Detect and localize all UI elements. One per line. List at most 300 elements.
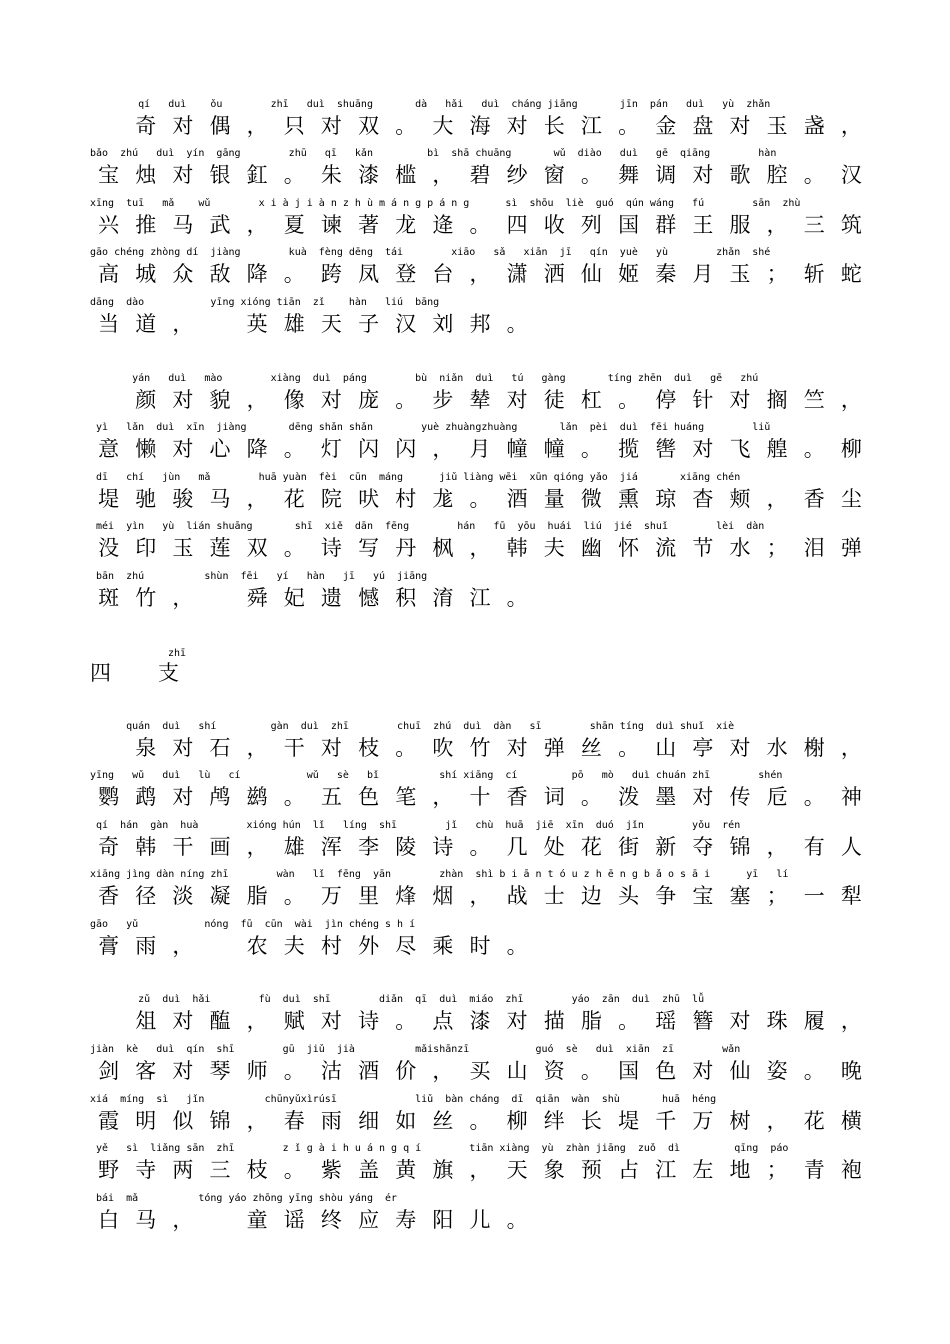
verse-line [90, 98, 870, 148]
pinyin-row: jiàn kè duì qín shī gū jiǔ jià mǎishānzī guó sè duì xiān zī wǎn [90, 1044, 741, 1055]
verse-line [90, 296, 870, 346]
hanzi-char: 妃 [283, 586, 305, 610]
hanzi-char: 腔 [766, 163, 788, 187]
hanzi-char: 水 [729, 536, 751, 560]
hanzi-char: 玉 [766, 114, 788, 138]
hanzi-char: 台 [432, 262, 454, 286]
verse-line [90, 421, 870, 471]
hanzi-char [90, 384, 127, 416]
hanzi-char: 鹦 [98, 785, 120, 809]
hanzi-char: 对 [729, 114, 751, 138]
hanzi-char [201, 930, 238, 962]
hanzi-char: 庞 [358, 388, 380, 412]
hanzi-char: 逄 [432, 213, 454, 237]
hanzi-char: 天 [320, 312, 342, 336]
hanzi-row [90, 532, 870, 564]
hanzi-char: 汉 [395, 312, 417, 336]
hanzi-char: 韩 [506, 536, 528, 560]
hanzi-char: 预 [580, 1158, 602, 1182]
hanzi-char: 瑶 [655, 1009, 677, 1033]
hanzi-char: 堤 [618, 1109, 640, 1133]
hanzi-char: 绊 [543, 1109, 565, 1133]
hanzi-char: 琴 [209, 1059, 231, 1083]
hanzi-char: 树 [729, 1109, 751, 1133]
heading-pinyin: zhī [168, 648, 187, 659]
hanzi-char: 诗 [358, 1009, 380, 1033]
hanzi-char: 径 [135, 884, 157, 908]
hanzi-char: 双 [246, 536, 268, 560]
hanzi-char: ， [840, 388, 862, 412]
hanzi-char: 花 [283, 487, 305, 511]
hanzi-char: 对 [172, 163, 194, 187]
hanzi-char: 对 [172, 388, 194, 412]
hanzi-char: 似 [172, 1109, 194, 1133]
hanzi-char: 万 [320, 884, 342, 908]
hanzi-char: 墨 [655, 785, 677, 809]
hanzi-char: 斩 [803, 262, 825, 286]
hanzi-char: 微 [580, 487, 602, 511]
pinyin-row: quán duì shí gàn duì zhī chuī zhú duì dàn sī shān tíng duì shuǐ xiè [90, 721, 735, 732]
hanzi-char: 石 [209, 736, 231, 760]
hanzi-char: 揽 [618, 437, 640, 461]
hanzi-char: ， [840, 114, 862, 138]
verse-line [90, 868, 870, 918]
hanzi-char: 幢 [543, 437, 565, 461]
hanzi-char: 长 [580, 1109, 602, 1133]
hanzi-char: 夫 [543, 536, 565, 560]
hanzi-char: 辇 [469, 388, 491, 412]
hanzi-char: 夏 [283, 213, 305, 237]
hanzi-char: 。 [469, 835, 491, 859]
hanzi-char: 尨 [432, 487, 454, 511]
hanzi-char: 童 [246, 1208, 268, 1232]
hanzi-char: ， [432, 163, 454, 187]
pinyin-row: yīng wǔ duì lù cí wǔ sè bǐ shí xiāng cí pō mò duì chuán zhī shén [90, 770, 783, 781]
hanzi-char: 仙 [580, 262, 602, 286]
hanzi-char: 春 [283, 1109, 305, 1133]
hanzi-char: 意 [98, 437, 120, 461]
hanzi-char: 纱 [506, 163, 528, 187]
hanzi-char [201, 1204, 238, 1236]
hanzi-char: 。 [618, 114, 640, 138]
hanzi-char [201, 582, 238, 614]
hanzi-char: 白 [98, 1208, 120, 1232]
hanzi-char: 玉 [729, 262, 751, 286]
hanzi-char: 凝 [209, 884, 231, 908]
hanzi-char: 锦 [729, 835, 751, 859]
hanzi-char: 。 [580, 785, 602, 809]
hanzi-char: 。 [469, 213, 491, 237]
pinyin-row: bǎo zhú duì yín gāng zhū qī kǎn bì shā chuāng wǔ diào duì gē qiāng hàn [90, 148, 777, 159]
hanzi-char: 履 [803, 1009, 825, 1033]
hanzi-char: 酒 [358, 1059, 380, 1083]
hanzi-char: 仙 [729, 1059, 751, 1083]
hanzi-char: 武 [209, 213, 231, 237]
hanzi-char: 杳 [692, 487, 714, 511]
hanzi-char: 柳 [506, 1109, 528, 1133]
hanzi-char: 对 [320, 114, 342, 138]
hanzi-char: ； [766, 536, 788, 560]
hanzi-char: ， [840, 1009, 862, 1033]
hanzi-char: 刘 [432, 312, 454, 336]
pinyin-row: dāng dào yīng xióng tiān zǐ hàn liú bāng [90, 297, 440, 308]
hanzi-char: 英 [246, 312, 268, 336]
pinyin-row: gāo chéng zhòng dí jiàng kuà fèng dēng tái xiāo sǎ xiān jī qín yuè yù zhǎn shé [90, 247, 771, 258]
hanzi-char: 黄 [395, 1158, 417, 1182]
hanzi-char: 对 [692, 1059, 714, 1083]
hanzi-char: 。 [283, 1158, 305, 1182]
hanzi-char: 诗 [432, 835, 454, 859]
hanzi-char: 群 [655, 213, 677, 237]
hanzi-char: 兴 [98, 213, 120, 237]
pinyin-row: bān zhú shùn fēi yí hàn jī yú jiāng [90, 571, 428, 582]
pinyin-row: xiāng jìng dàn níng zhī wàn lǐ fēng yān zhàn shì b i ā n t ó u z h ē n g b ǎ o s ā i yī lí [90, 869, 789, 880]
hanzi-char: 国 [618, 1059, 640, 1083]
hanzi-row [90, 483, 870, 515]
hanzi-char: 鸬 [209, 785, 231, 809]
hanzi-row [90, 433, 870, 465]
hanzi-char: 尽 [395, 934, 417, 958]
hanzi-row [90, 880, 870, 912]
hanzi-char: 里 [358, 884, 380, 908]
hanzi-char: 香 [803, 487, 825, 511]
hanzi-char: 头 [618, 884, 640, 908]
hanzi-char: 对 [320, 736, 342, 760]
hanzi-char: 。 [283, 1059, 305, 1083]
hanzi-char: 道 [135, 312, 157, 336]
hanzi-char: 。 [580, 1059, 602, 1083]
hanzi-row [90, 308, 870, 340]
hanzi-char: 竹 [469, 736, 491, 760]
hanzi-char: 色 [655, 1059, 677, 1083]
hanzi-char: ， [766, 213, 788, 237]
verse-line [90, 1093, 870, 1143]
hanzi-row [90, 209, 870, 241]
hanzi-char: 色 [358, 785, 380, 809]
hanzi-char: 占 [618, 1158, 640, 1182]
hanzi-char: 袍 [840, 1158, 862, 1182]
hanzi-row [90, 1005, 870, 1037]
verse-line [90, 819, 870, 869]
hanzi-char: 卮 [766, 785, 788, 809]
verse-line [90, 720, 870, 770]
pinyin-row: dī chí jùn mǎ huā yuàn fèi cūn máng jiǔ liàng wēi xūn qióng yǎo jiá xiāng chén [90, 472, 741, 483]
hanzi-char: 熏 [618, 487, 640, 511]
hanzi-char: 象 [543, 1158, 565, 1182]
hanzi-char: 窗 [543, 163, 565, 187]
hanzi-char: 细 [358, 1109, 380, 1133]
hanzi-char: 降 [246, 262, 268, 286]
hanzi-char: 亭 [692, 736, 714, 760]
pinyin-row: méi yìn yù lián shuāng shī xiě dān fēng hán fū yōu huái liú jié shuǐ lèi dàn [90, 521, 765, 532]
hanzi-char: 吹 [432, 736, 454, 760]
hanzi-row [90, 159, 870, 191]
hanzi-char: 笔 [395, 785, 417, 809]
hanzi-char [90, 110, 127, 142]
hanzi-char: 明 [135, 1109, 157, 1133]
hanzi-char: 。 [395, 388, 417, 412]
hanzi-char: 停 [655, 388, 677, 412]
verse-line [90, 1192, 870, 1242]
hanzi-char: 徒 [543, 388, 565, 412]
hanzi-char: 酒 [506, 487, 528, 511]
hanzi-char: 搁 [766, 388, 788, 412]
hanzi-char: ， [172, 934, 194, 958]
hanzi-char: 釭 [246, 163, 268, 187]
hanzi-char: 国 [618, 213, 640, 237]
hanzi-char: 龙 [395, 213, 417, 237]
hanzi-char: 海 [469, 114, 491, 138]
hanzi-char: 十 [469, 785, 491, 809]
hanzi-char: 闪 [358, 437, 380, 461]
hanzi-char: 。 [469, 1109, 491, 1133]
hanzi-char: 朱 [320, 163, 342, 187]
hanzi-char: 对 [692, 437, 714, 461]
hanzi-char: 大 [432, 114, 454, 138]
hanzi-char: 丹 [395, 536, 417, 560]
verse-line [90, 1043, 870, 1093]
hanzi-char: 对 [692, 785, 714, 809]
hanzi-char: 俎 [135, 1009, 157, 1033]
hanzi-char: 李 [358, 835, 380, 859]
hanzi-char: ， [766, 1109, 788, 1133]
hanzi-char: 。 [506, 1208, 528, 1232]
hanzi-char: 对 [692, 163, 714, 187]
heading-title: 支 [158, 661, 179, 685]
heading-number: 四 [90, 661, 111, 685]
verse-line [90, 1142, 870, 1192]
hanzi-char: 奇 [135, 114, 157, 138]
pinyin-row: qí hán gàn huà xióng hún lǐ líng shī jǐ chù huā jiē xīn duó jǐn yǒu rén [90, 820, 741, 831]
hanzi-char: 。 [283, 884, 305, 908]
hanzi-char: 闪 [395, 437, 417, 461]
hanzi-char: ， [246, 388, 268, 412]
hanzi-char: 儿 [469, 1208, 491, 1232]
hanzi-char: 赋 [283, 1009, 305, 1033]
hanzi-char: 碧 [469, 163, 491, 187]
hanzi-char: 夫 [283, 934, 305, 958]
hanzi-char: 怀 [618, 536, 640, 560]
hanzi-char: 宝 [98, 163, 120, 187]
pinyin-row: xīng tuī mǎ wǔ x i à j i à n z h ù m á n g p á n g sì shōu liè guó qún wáng fú sān zhù [90, 198, 801, 209]
hanzi-char: 对 [172, 437, 194, 461]
hanzi-row [90, 930, 870, 962]
hanzi-char: 膏 [98, 934, 120, 958]
hanzi-char: 千 [655, 1109, 677, 1133]
hanzi-char: 枝 [358, 736, 380, 760]
hanzi-row [90, 1204, 870, 1236]
hanzi-char: 对 [320, 388, 342, 412]
hanzi-char: 貌 [209, 388, 231, 412]
verse-line [90, 993, 870, 1043]
hanzi-char: 。 [469, 487, 491, 511]
hanzi-char: 降 [246, 437, 268, 461]
hanzi-row [90, 732, 870, 764]
hanzi-char: ， [469, 262, 491, 286]
hanzi-char: 幢 [506, 437, 528, 461]
hanzi-char: 边 [580, 884, 602, 908]
hanzi-row [90, 582, 870, 614]
hanzi-char: 珠 [766, 1009, 788, 1033]
hanzi-char: 蛇 [840, 262, 862, 286]
hanzi-char: 。 [580, 163, 602, 187]
hanzi-char: 山 [506, 1059, 528, 1083]
hanzi-char: 香 [98, 884, 120, 908]
hanzi-char: 浑 [320, 835, 342, 859]
hanzi-char: 客 [135, 1059, 157, 1083]
hanzi-char: 对 [172, 785, 194, 809]
hanzi-char: 对 [729, 388, 751, 412]
hanzi-char: ， [432, 785, 454, 809]
hanzi-char: 战 [506, 884, 528, 908]
hanzi-char: 。 [283, 785, 305, 809]
hanzi-char: 盏 [803, 114, 825, 138]
hanzi-char: 终 [320, 1208, 342, 1232]
hanzi-char: 宝 [692, 884, 714, 908]
hanzi-char: 。 [395, 114, 417, 138]
hanzi-char: 天 [506, 1158, 528, 1182]
hanzi-char: 价 [395, 1059, 417, 1083]
hanzi-char: 。 [618, 736, 640, 760]
hanzi-char: 两 [172, 1158, 194, 1182]
hanzi-char: 鹉 [135, 785, 157, 809]
hanzi-char: 对 [506, 388, 528, 412]
hanzi-char: 著 [358, 213, 380, 237]
hanzi-char: 沽 [320, 1059, 342, 1083]
hanzi-char: 艎 [766, 437, 788, 461]
hanzi-char: 万 [692, 1109, 714, 1133]
hanzi-char: 花 [803, 1109, 825, 1133]
hanzi-char: 列 [580, 213, 602, 237]
hanzi-char: 泼 [618, 785, 640, 809]
hanzi-char: ， [432, 1059, 454, 1083]
hanzi-char: ， [172, 312, 194, 336]
hanzi-char: ， [246, 1009, 268, 1033]
hanzi-char: 马 [135, 1208, 157, 1232]
hanzi-char: ， [246, 213, 268, 237]
pinyin-row: zǔ duì hǎi fù duì shī diǎn qī duì miáo zhī yáo zān duì zhū lǚ [90, 994, 705, 1005]
hanzi-char: 。 [283, 262, 305, 286]
hanzi-char: 姬 [618, 262, 640, 286]
hanzi-char: 偶 [209, 114, 231, 138]
hanzi-char: 点 [432, 1009, 454, 1033]
hanzi-char: 辔 [655, 437, 677, 461]
hanzi-char: 斑 [98, 586, 120, 610]
hanzi-char: 对 [506, 1009, 528, 1033]
hanzi-char: ， [246, 487, 268, 511]
hanzi-char: 霞 [98, 1109, 120, 1133]
hanzi-char: ， [840, 736, 862, 760]
hanzi-char: ， [469, 1158, 491, 1182]
hanzi-char: 泉 [135, 736, 157, 760]
pinyin-row: xiá míng sì jǐn chūnyǔxìrúsī liǔ bàn cháng dī qiān wàn shù huā héng [90, 1094, 717, 1105]
hanzi-char: ， [469, 536, 491, 560]
hanzi-char: 处 [543, 835, 565, 859]
hanzi-row [90, 781, 870, 813]
hanzi-char: 对 [172, 1059, 194, 1083]
hanzi-char: 只 [283, 114, 305, 138]
verse-line [90, 246, 870, 296]
hanzi-char: 驰 [135, 487, 157, 511]
hanzi-char: 泪 [803, 536, 825, 560]
hanzi-char: 心 [209, 437, 231, 461]
hanzi-char: 吠 [358, 487, 380, 511]
hanzi-char: 跨 [320, 262, 342, 286]
hanzi-char: 。 [506, 934, 528, 958]
hanzi-char: 莲 [209, 536, 231, 560]
hanzi-char: ， [246, 1109, 268, 1133]
hanzi-char [201, 308, 238, 340]
hanzi-char: ， [766, 835, 788, 859]
hanzi-char: 没 [98, 536, 120, 560]
hanzi-char: 士 [543, 884, 565, 908]
hanzi-char: 村 [395, 487, 417, 511]
hanzi-char: 登 [395, 262, 417, 286]
hanzi-char: 对 [729, 736, 751, 760]
hanzi-row [90, 258, 870, 290]
hanzi-char: 烟 [432, 884, 454, 908]
verse-line [90, 570, 870, 620]
verse-line [90, 918, 870, 968]
verse-line [90, 769, 870, 819]
hanzi-char: 城 [135, 262, 157, 286]
hanzi-char: 针 [692, 388, 714, 412]
verse-line [90, 372, 870, 422]
hanzi-char: 。 [395, 1009, 417, 1033]
hanzi-char: 院 [320, 487, 342, 511]
hanzi-char: 舜 [246, 586, 268, 610]
hanzi-char: 服 [729, 213, 751, 237]
hanzi-char: 邦 [469, 312, 491, 336]
hanzi-char: 马 [172, 213, 194, 237]
hanzi-char: 脂 [246, 884, 268, 908]
hanzi-char: 漆 [469, 1009, 491, 1033]
hanzi-char: ， [469, 884, 491, 908]
hanzi-char: 。 [283, 437, 305, 461]
hanzi-char: 寿 [395, 1208, 417, 1232]
hanzi-char: 神 [840, 785, 862, 809]
hanzi-char: ， [246, 835, 268, 859]
hanzi-char: 山 [655, 736, 677, 760]
hanzi-char: 犁 [840, 884, 862, 908]
hanzi-char: 丝 [580, 736, 602, 760]
hanzi-char: 几 [506, 835, 528, 859]
hanzi-char: 江 [469, 586, 491, 610]
hanzi-char: 。 [283, 536, 305, 560]
hanzi-char: 寺 [135, 1158, 157, 1182]
hanzi-char: ， [246, 736, 268, 760]
hanzi-char: 五 [320, 785, 342, 809]
pinyin-row: yán duì mào xiàng duì páng bù niǎn duì tú gàng tíng zhēn duì gē zhú [90, 373, 759, 384]
hanzi-char: 人 [840, 835, 862, 859]
hanzi-char: 奇 [98, 835, 120, 859]
hanzi-char: 像 [283, 388, 305, 412]
hanzi-char: 对 [506, 114, 528, 138]
hanzi-char: 有 [803, 835, 825, 859]
hanzi-char: ， [432, 437, 454, 461]
hanzi-char: 月 [692, 262, 714, 286]
hanzi-char: 枫 [432, 536, 454, 560]
hanzi-char: 买 [469, 1059, 491, 1083]
hanzi-char: 干 [172, 835, 194, 859]
verse-line [90, 147, 870, 197]
hanzi-char: 弹 [840, 536, 862, 560]
hanzi-char: 姿 [766, 1059, 788, 1083]
verse-line [90, 520, 870, 570]
hanzi-char: 水 [766, 736, 788, 760]
hanzi-char: 。 [803, 1059, 825, 1083]
hanzi-char: 对 [172, 1009, 194, 1033]
